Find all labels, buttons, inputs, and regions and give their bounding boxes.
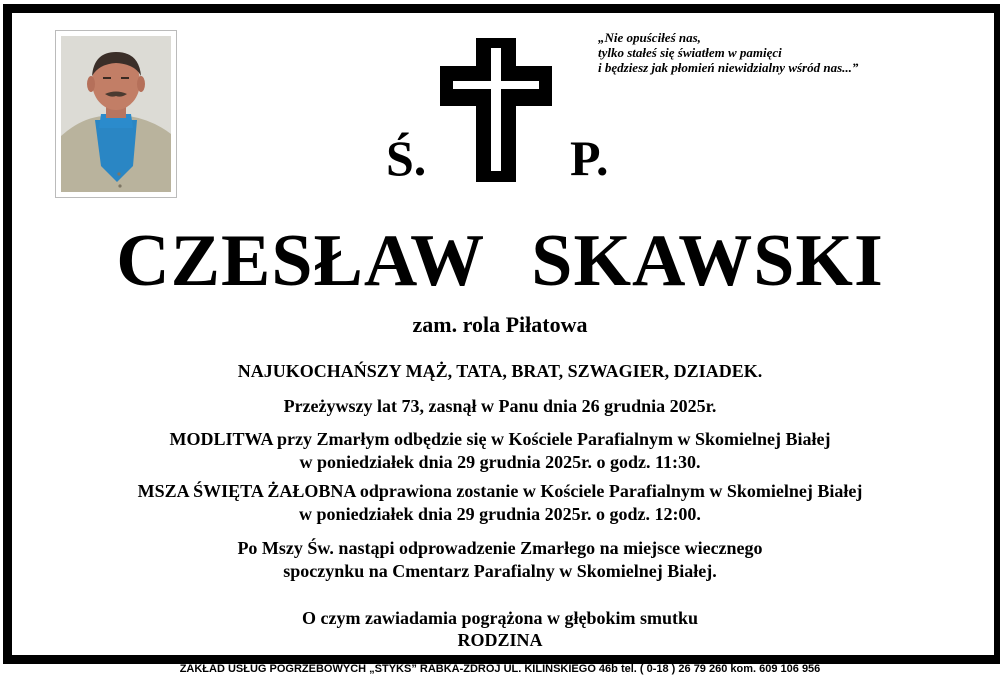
deceased-name: CZESŁAW SKAWSKI: [116, 220, 884, 302]
prayer-line-1: MODLITWA przy Zmarłym odbędzie się w Kościele Parafialnym w Skomielnej Białej: [169, 429, 831, 449]
family-relations: NAJUKOCHAŃSZY MĄŻ, TATA, BRAT, SZWAGIER, DZIADEK.: [237, 361, 763, 381]
cross-icon: [440, 38, 552, 182]
portrait-illustration: [61, 36, 171, 192]
closing-family: RODZINA: [457, 630, 543, 650]
mass-line-1: MSZA ŚWIĘTA ŻAŁOBNA odprawiona zostanie w Kościele Parafialnym w Skomielnej Białej: [137, 481, 863, 501]
prayer-line-2: w poniedziałek dnia 29 grudnia 2025r. o godz. 11:30.: [299, 452, 701, 472]
funeral-home-footer: ZAKŁAD USŁUG POGRZEBOWYCH „STYKS” RABKA-ZDROJ UL. KILINSKIEGO 46b tel. ( 0-18 ) 26 79 260 kom. 609 106 956: [179, 663, 821, 675]
procession-line-2: spoczynku na Cmentarz Parafialny w Skomielnej Białej.: [283, 561, 717, 581]
closing-line: O czym zawiadamia pogrążona w głębokim smutku: [302, 608, 698, 628]
portrait-photo: [55, 30, 177, 198]
mass-line-2: w poniedziałek dnia 29 grudnia 2025r. o godz. 12:00.: [299, 504, 701, 524]
deceased-address: zam. rola Piłatowa: [412, 312, 588, 337]
memorial-quote: „Nie opuściłeś nas, tylko stałeś się światłem w pamięci i będziesz jak płomień niewidzialny wśród nas...”: [598, 30, 859, 75]
death-info: Przeżywszy lat 73, zasnął w Panu dnia 26 grudnia 2025r.: [283, 396, 717, 416]
procession-line-1: Po Mszy Św. nastąpi odprowadzenie Zmarłego na miejsce wiecznego: [237, 538, 763, 558]
header-letter-right: P.: [570, 130, 609, 186]
header-letter-left: Ś.: [386, 130, 427, 186]
